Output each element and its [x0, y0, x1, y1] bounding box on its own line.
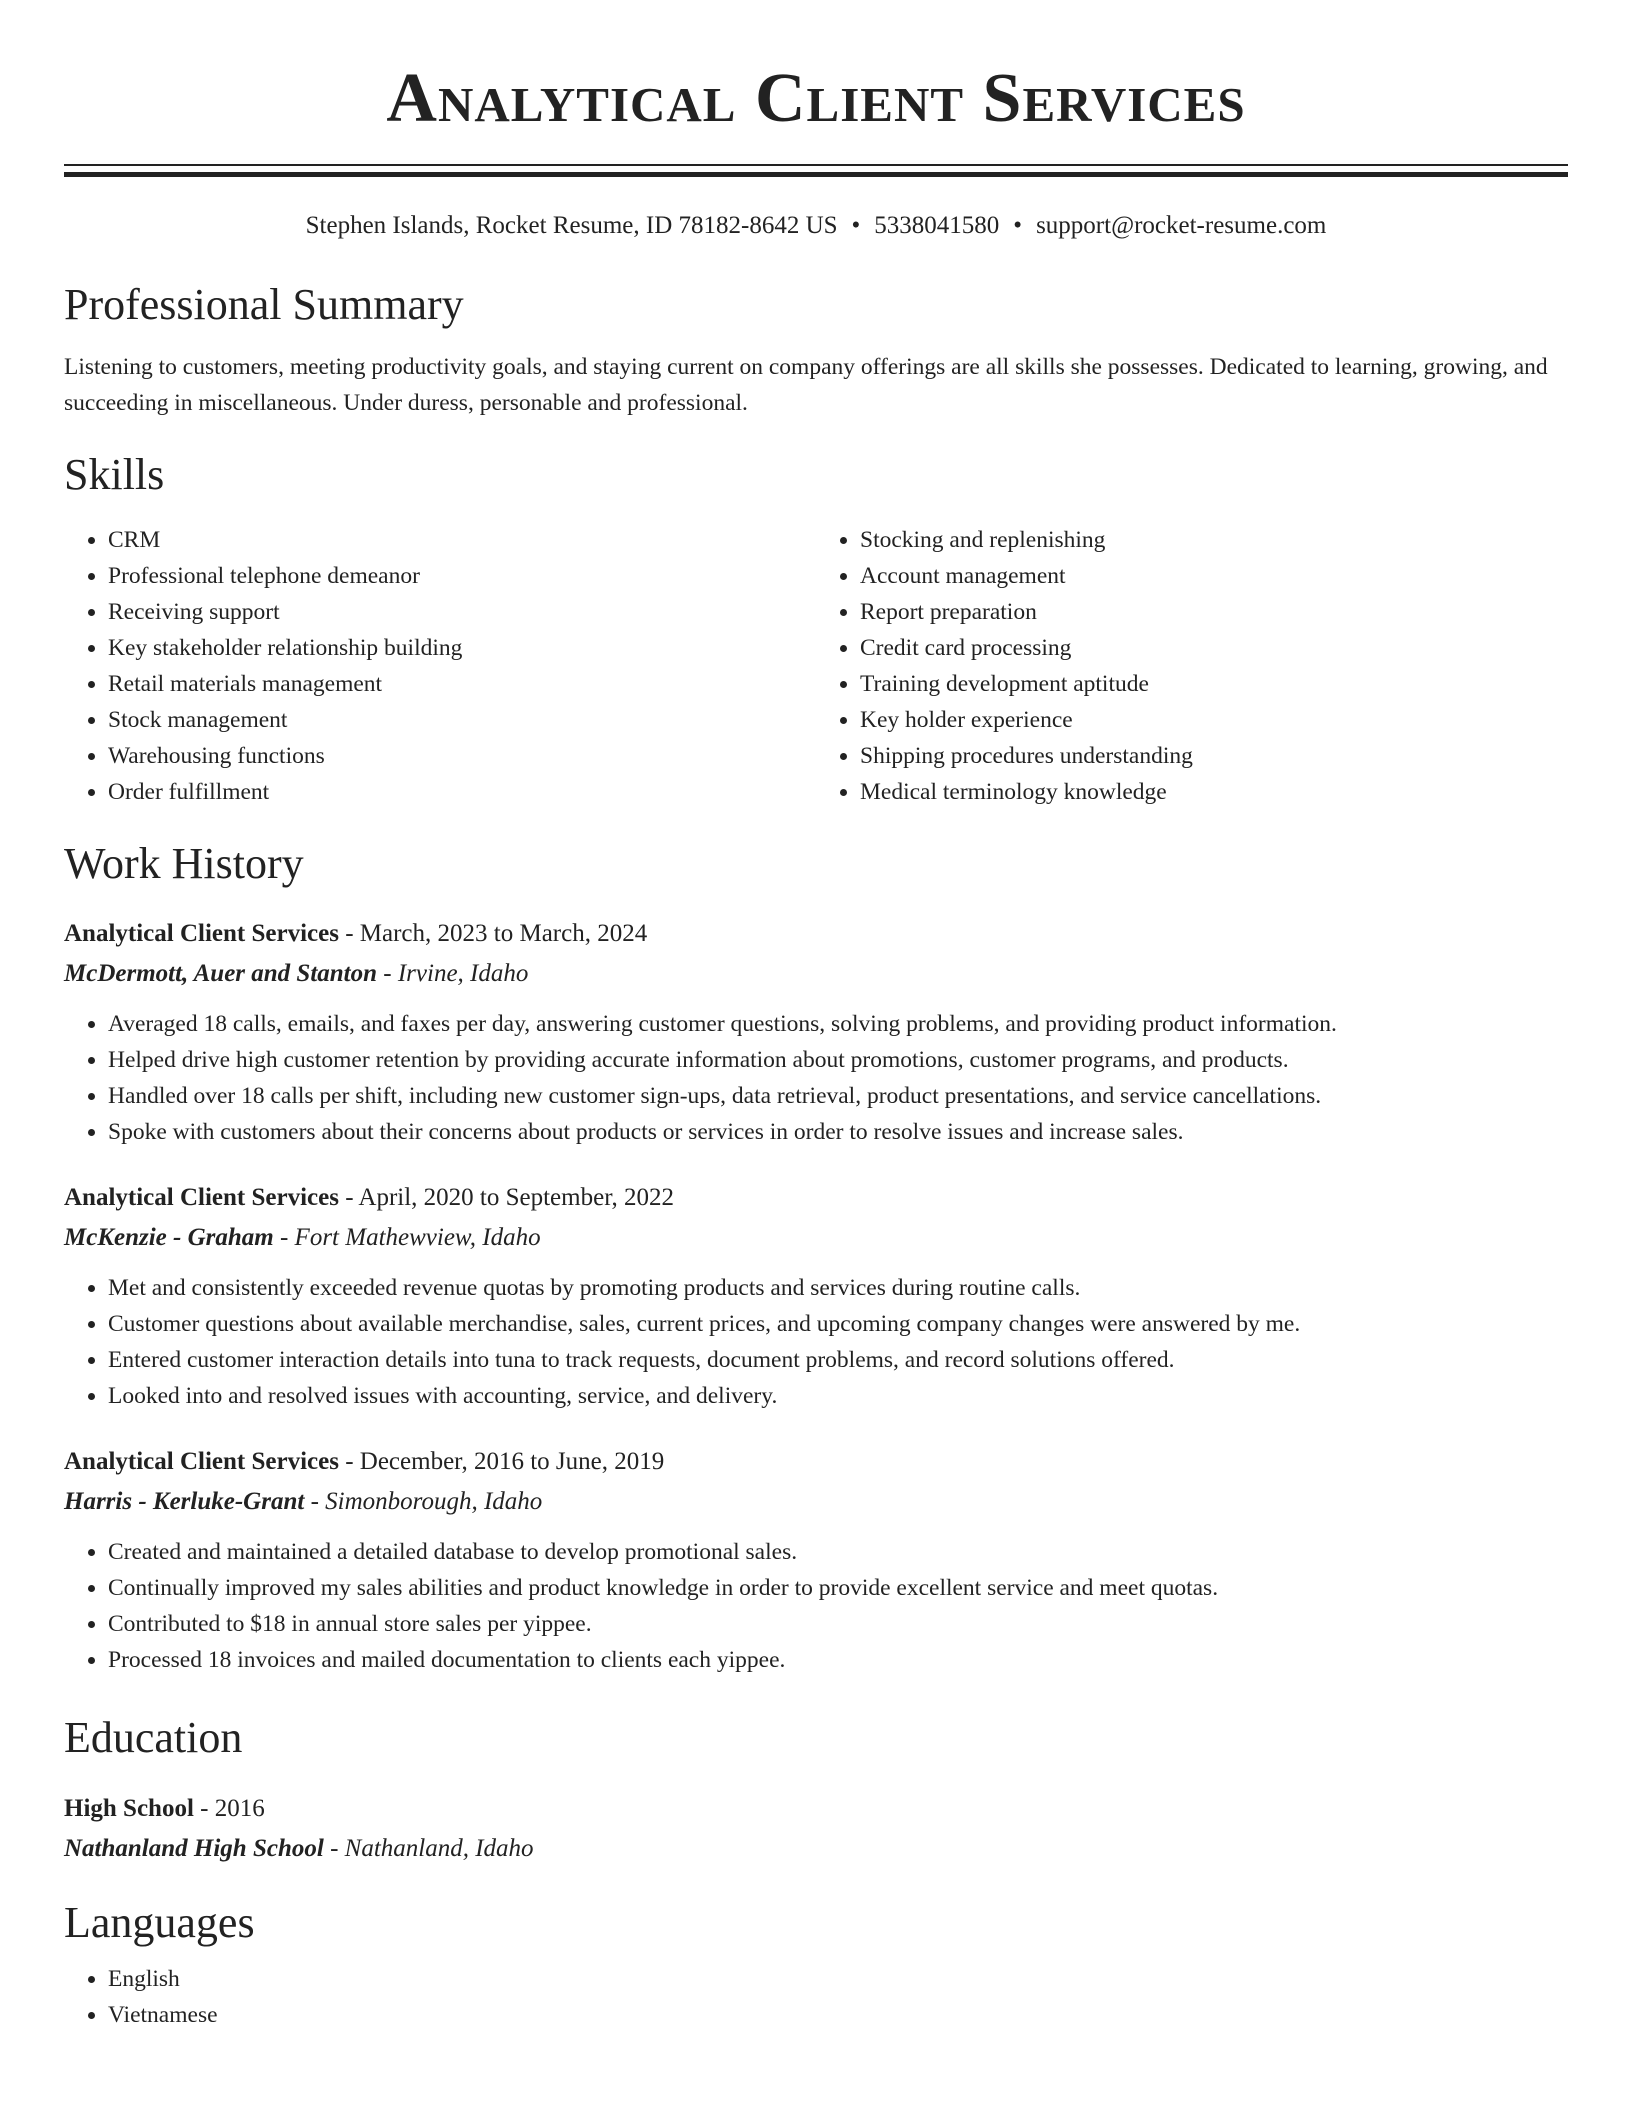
job-role: Analytical Client Services: [64, 1448, 339, 1476]
skill-item: • Stock management: [108, 702, 816, 738]
job-location: - Simonborough, Idaho: [304, 1488, 543, 1516]
job-bullet: • Averaged 18 calls, emails, and faxes per day, answering customer questions, solving problems, and providing product information.: [108, 1006, 1568, 1042]
job-entry: [64, 1178, 1568, 1414]
job-entry: [64, 1442, 1568, 1678]
job-title-line: [64, 1178, 1568, 1218]
skills-list: [64, 522, 1568, 810]
job-bullet: • Spoke with customers about their concerns about products or services in order to resolve issues and increase sales.: [108, 1114, 1568, 1150]
education-school: Nathanland High School: [64, 1834, 324, 1862]
job-employer-line: [64, 1218, 1568, 1258]
education-location: - Nathanland, Idaho: [323, 1834, 534, 1862]
section-title-summary: Professional Summary: [64, 280, 464, 329]
language-item: • Vietnamese: [108, 1997, 1568, 2033]
language-item: • English: [108, 1961, 1568, 1997]
skills-column-left: [64, 522, 816, 810]
skill-item: • Warehousing functions: [108, 738, 816, 774]
contact-separator: •: [1013, 212, 1023, 239]
section-title-languages: Languages: [64, 1897, 255, 1947]
job-bullet: • Met and consistently exceeded revenue quotas by promoting products and services during routine calls.: [108, 1270, 1568, 1306]
job-bullet: • Helped drive high customer retention by providing accurate information about promotions, customer programs, and products.: [108, 1042, 1568, 1078]
job-entry: [64, 914, 1568, 1150]
job-title-line: [64, 914, 1568, 954]
skills-column-right: [816, 522, 1568, 810]
contact-phone[interactable]: 5338041580: [874, 212, 1000, 239]
job-location: - Fort Mathewview, Idaho: [273, 1224, 541, 1252]
skill-item: • Stocking and replenishing: [860, 522, 1568, 558]
job-bullet: • Processed 18 invoices and mailed documentation to clients each yippee.: [108, 1642, 1568, 1678]
skill-item: • Receiving support: [108, 594, 816, 630]
job-location: - Irvine, Idaho: [377, 960, 529, 988]
skill-item: • Order fulfillment: [108, 774, 816, 810]
job-bullet: • Contributed to $18 in annual store sales per yippee.: [108, 1606, 1568, 1642]
education-school-line: [64, 1829, 1568, 1869]
education-year: - 2016: [193, 1794, 265, 1822]
job-dates: - April, 2020 to September, 2022: [338, 1184, 675, 1212]
skill-item: • Shipping procedures understanding: [860, 738, 1568, 774]
job-dates: - March, 2023 to March, 2024: [338, 920, 648, 948]
job-employer: McKenzie - Graham: [64, 1224, 274, 1252]
candidate-name: Analytical Client Services: [386, 60, 1246, 137]
skill-item: • Key holder experience: [860, 702, 1568, 738]
header-rule-thick: [64, 172, 1568, 177]
job-employer-line: [64, 954, 1568, 994]
skill-item: • CRM: [108, 522, 816, 558]
job-role: Analytical Client Services: [64, 920, 339, 948]
section-title-education: Education: [64, 1713, 243, 1763]
contact-line: [64, 211, 1568, 241]
job-title-line: [64, 1442, 1568, 1482]
job-bullet: • Looked into and resolved issues with accounting, service, and delivery.: [108, 1378, 1568, 1414]
contact-separator: •: [851, 212, 861, 239]
job-employer-line: [64, 1482, 1568, 1522]
job-dates: - December, 2016 to June, 2019: [338, 1448, 665, 1476]
job-bullets: [64, 1270, 1568, 1414]
section-title-work-history: Work History: [64, 838, 304, 888]
job-bullet: • Customer questions about available merchandise, sales, current prices, and upcoming company changes were answered by me.: [108, 1306, 1568, 1342]
skill-item: • Training development aptitude: [860, 666, 1568, 702]
job-bullet: • Entered customer interaction details into tuna to track requests, document problems, and record solutions offered.: [108, 1342, 1568, 1378]
education-degree-line: [64, 1789, 1568, 1829]
skill-item: • Key stakeholder relationship building: [108, 630, 816, 666]
languages-list: [64, 1961, 1568, 2033]
contact-email[interactable]: support@rocket-resume.com: [1036, 212, 1327, 239]
contact-address: Stephen Islands, Rocket Resume, ID 78182-8642 US: [305, 212, 838, 239]
job-bullet: • Handled over 18 calls per shift, including new customer sign-ups, data retrieval, product presentations, and service cancellations.: [108, 1078, 1568, 1114]
header-rule-thin: [64, 164, 1568, 166]
job-employer: McDermott, Auer and Stanton: [64, 960, 378, 988]
job-bullets: [64, 1534, 1568, 1678]
skill-item: • Account management: [860, 558, 1568, 594]
job-bullets: [64, 1006, 1568, 1150]
job-role: Analytical Client Services: [64, 1184, 339, 1212]
skill-item: • Credit card processing: [860, 630, 1568, 666]
education-entry: [64, 1789, 1568, 1869]
work-history-list: [64, 914, 1568, 1678]
skill-item: • Professional telephone demeanor: [108, 558, 816, 594]
education-degree: High School: [64, 1794, 194, 1822]
skill-item: • Medical terminology knowledge: [860, 774, 1568, 810]
job-bullet: • Created and maintained a detailed database to develop promotional sales.: [108, 1534, 1568, 1570]
skill-item: • Retail materials management: [108, 666, 816, 702]
job-bullet: • Continually improved my sales abilities and product knowledge in order to provide excellent service and meet quotas.: [108, 1570, 1568, 1606]
summary-text: Listening to customers, meeting productivity goals, and staying current on company offerings are all skills she possesses. Dedicated to learning, growing, and succeeding in miscellaneous. Under duress, personable and professional.: [64, 354, 1548, 417]
section-title-skills: Skills: [64, 450, 165, 500]
job-employer: Harris - Kerluke-Grant: [64, 1488, 305, 1516]
skill-item: • Report preparation: [860, 594, 1568, 630]
